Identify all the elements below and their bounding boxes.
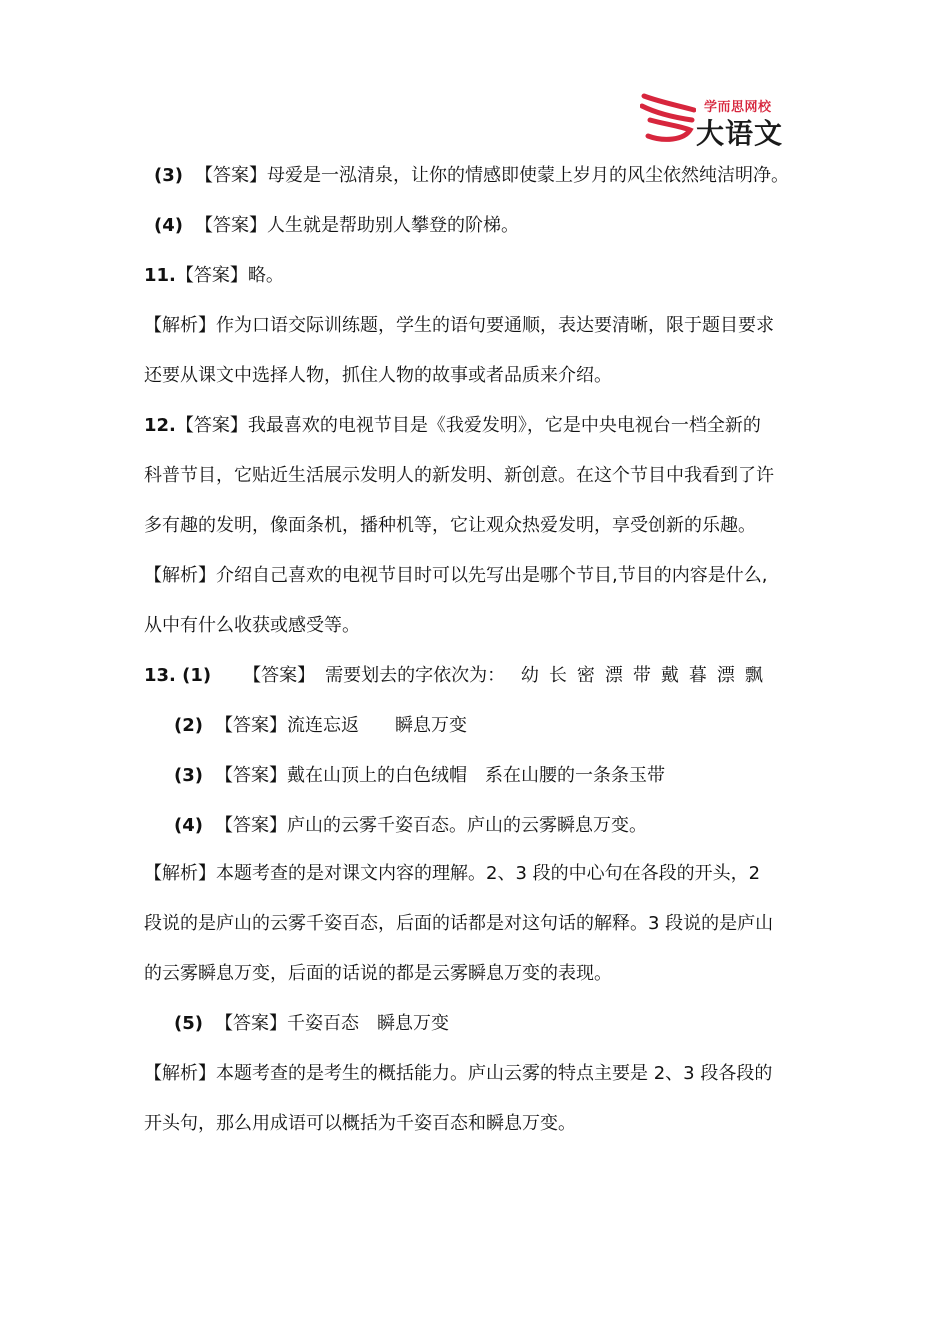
answer-text: 需要划去的字依次为： <box>325 665 506 686</box>
answer-line <box>144 263 284 289</box>
struck-char: 漂 <box>716 665 735 686</box>
answer-text: 瞬息万变 <box>394 715 467 736</box>
answer-tag: 【答案】 <box>175 415 248 436</box>
item-number: (3) <box>174 765 203 786</box>
item-number: (4) <box>174 815 203 836</box>
analysis-tag: 【解析】 <box>144 565 216 586</box>
analysis-line <box>144 861 760 887</box>
answer-line <box>174 813 647 839</box>
answer-line <box>174 763 665 789</box>
struck-char: 戴 <box>660 665 679 686</box>
answer-text: 多有趣的发明，像面条机，播种机等，它让观众热爱发明，享受创新的乐趣。 <box>144 515 756 536</box>
item-number: 11. <box>144 265 176 286</box>
struck-char: 飘 <box>744 665 763 686</box>
brand-logo <box>640 90 800 148</box>
analysis-text: 介绍自己喜欢的电视节目时可以先写出是哪个节目,节目的内容是什么, <box>216 565 768 586</box>
text-line <box>144 911 773 937</box>
answer-text: 瞬息万变 <box>376 1013 449 1034</box>
struck-char: 漂 <box>604 665 623 686</box>
analysis-tag: 【解析】 <box>144 863 216 884</box>
text-line <box>144 363 612 389</box>
answer-tag: 【答案】 <box>214 715 287 736</box>
answer-line <box>174 713 467 739</box>
answer-tag: 【答案】 <box>243 665 316 686</box>
answer-tag: 【答案】 <box>214 765 287 786</box>
struck-char: 密 <box>576 665 595 686</box>
analysis-text: 还要从课文中选择人物，抓住人物的故事或者品质来介绍。 <box>144 365 612 386</box>
answer-line <box>144 413 761 439</box>
item-number: (5) <box>174 1013 203 1034</box>
answer-tag: 【答案】 <box>214 815 287 836</box>
analysis-text: 的云雾瞬息万变，后面的话说的都是云雾瞬息万变的表现。 <box>144 963 612 984</box>
logo-main-text: 大语文 <box>696 117 784 150</box>
analysis-text: 从中有什么收获或感受等。 <box>144 615 360 636</box>
text-line <box>144 463 774 489</box>
analysis-text: 段说的是庐山的云雾千姿百态，后面的话都是对这句话的解释。3 段说的是庐山 <box>144 913 774 934</box>
item-number: 13. (1) <box>144 665 212 686</box>
answer-tag: 【答案】 <box>175 265 248 286</box>
analysis-tag: 【解析】 <box>144 1063 216 1084</box>
item-number: (3) <box>154 165 183 186</box>
analysis-line <box>144 313 774 339</box>
answer-tag: 【答案】 <box>194 165 267 186</box>
answer-text: 庐山的云雾千姿百态。庐山的云雾瞬息万变。 <box>286 815 647 836</box>
answer-line <box>174 1011 449 1037</box>
answer-tag: 【答案】 <box>194 215 267 236</box>
answer-text: 系在山腰的一条条玉带 <box>484 765 665 786</box>
logo-top-text: 学而思网校 <box>704 100 772 115</box>
text-line <box>144 1111 576 1137</box>
answer-text: 千姿百态 <box>286 1013 359 1034</box>
item-number: (4) <box>154 215 183 236</box>
text-line <box>144 961 612 987</box>
answer-line <box>154 213 519 239</box>
analysis-line <box>144 563 767 589</box>
struck-char: 带 <box>632 665 651 686</box>
analysis-text: 开头句，那么用成语可以概括为千姿百态和瞬息万变。 <box>144 1113 576 1134</box>
answer-text: 流连忘返 <box>286 715 359 736</box>
analysis-line <box>144 1061 772 1087</box>
analysis-text: 作为口语交际训练题，学生的语句要通顺，表达要清晰，限于题目要求 <box>216 315 774 336</box>
answer-text: 戴在山顶上的白色绒帽 <box>286 765 467 786</box>
answer-tag: 【答案】 <box>214 1013 287 1034</box>
answer-text: 母爱是一泓清泉，让你的情感即使蒙上岁月的风尘依然纯洁明净。 <box>266 165 789 186</box>
text-line <box>144 513 756 539</box>
analysis-text: 本题考查的是考生的概括能力。庐山云雾的特点主要是 2、3 段各段的 <box>216 1063 773 1084</box>
analysis-tag: 【解析】 <box>144 315 216 336</box>
logo-swoosh-icon <box>640 90 696 148</box>
item-number: 12. <box>144 415 176 436</box>
struck-char: 幼 <box>520 665 539 686</box>
item-number: (2) <box>174 715 203 736</box>
struck-char: 长 <box>548 665 567 686</box>
analysis-text: 本题考查的是对课文内容的理解。2、3 段的中心句在各段的开头，2 <box>216 863 761 884</box>
answer-line <box>154 163 789 189</box>
answer-text: 科普节目，它贴近生活展示发明人的新发明、新创意。在这个节目中我看到了许 <box>144 465 774 486</box>
text-line <box>144 613 360 639</box>
answer-text: 我最喜欢的电视节目是《我爱发明》，它是中央电视台一档全新的 <box>247 415 761 436</box>
answer-text: 人生就是帮助别人攀登的阶梯。 <box>266 215 519 236</box>
answer-line <box>144 663 773 689</box>
struck-char: 暮 <box>688 665 707 686</box>
answer-text: 略。 <box>247 265 284 286</box>
